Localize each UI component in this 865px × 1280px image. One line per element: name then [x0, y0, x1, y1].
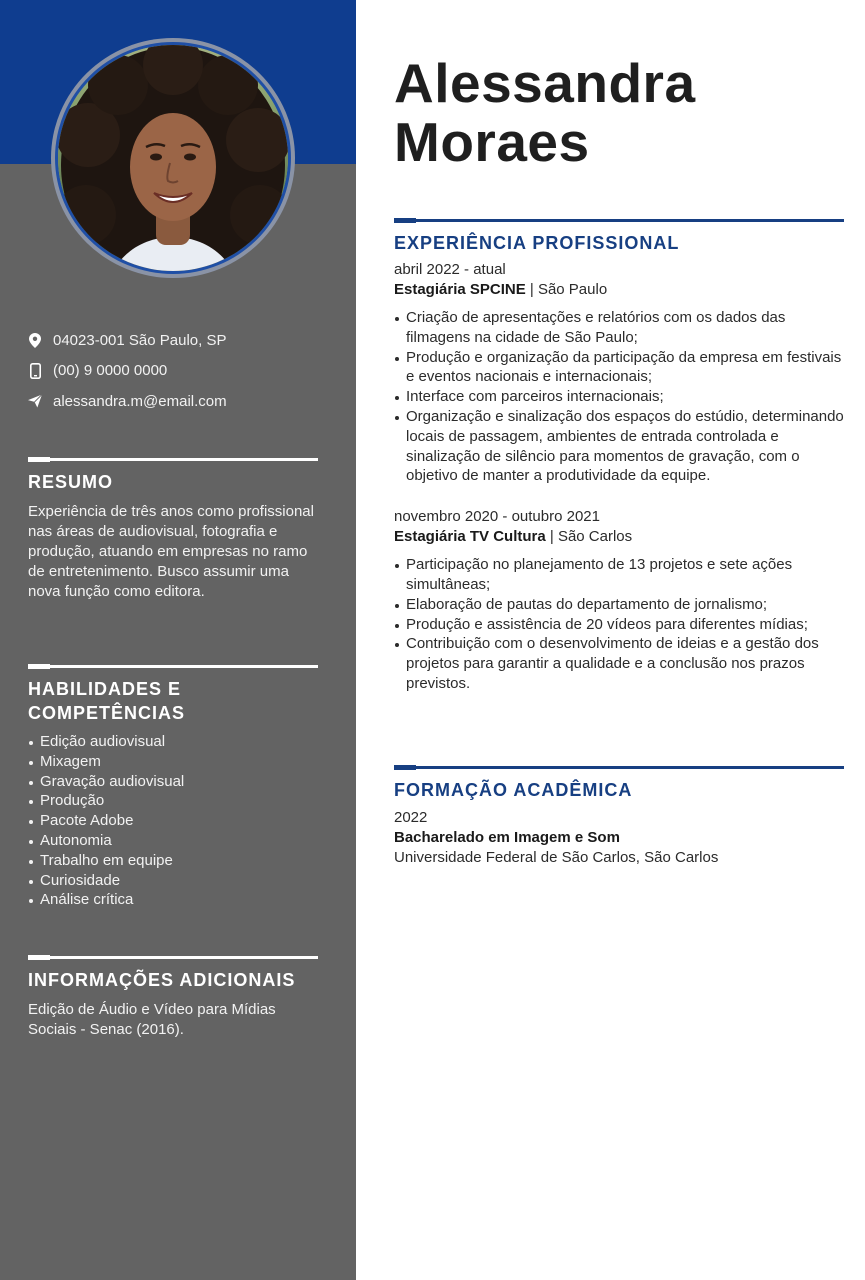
- job-role-line: [394, 527, 844, 547]
- experience-title: EXPERIÊNCIA PROFISSIONAL: [394, 233, 680, 253]
- summary-text: Experiência de três anos como profissional nas áreas de audiovisual, fotografia e produção, atuando em empresas no ramo de entretenimento. Busco assumir uma nova função como editora.: [28, 503, 314, 600]
- job-bullet: Interface com parceiros internacionais;: [394, 387, 844, 407]
- additional-info-title: INFORMAÇÕES ADICIONAIS: [28, 970, 296, 990]
- education-degree: [394, 828, 844, 848]
- contact-phone: [28, 361, 328, 381]
- first-name: Alessandra: [394, 52, 696, 114]
- skills-section: [28, 665, 318, 910]
- section-divider: [394, 766, 844, 769]
- skill-item: Mixagem: [28, 752, 318, 772]
- job-bullet: Criação de apresentações e relatórios com os dados das filmagens na cidade de São Paulo;: [394, 308, 844, 348]
- map-pin-icon: [28, 332, 42, 348]
- skills-title-line1: HABILIDADES E: [28, 679, 182, 699]
- job-role: Estagiária TV Cultura: [394, 528, 546, 546]
- section-divider: [394, 219, 844, 222]
- contact-email: [28, 391, 328, 411]
- summary-title: RESUMO: [28, 472, 114, 492]
- section-divider: [28, 458, 318, 461]
- job-bullet: Produção e organização da participação da empresa em festivais e eventos nacionais e internacionais;: [394, 348, 844, 388]
- last-name: Moraes: [394, 111, 590, 173]
- contact-info: [28, 330, 328, 422]
- additional-info-text: Edição de Áudio e Vídeo para Mídias Sociais - Senac (2016).: [28, 1001, 276, 1038]
- job-bullet: Elaboração de pautas do departamento de jornalismo;: [394, 595, 844, 615]
- job-role-line: [394, 280, 844, 300]
- skills-title: [28, 677, 318, 725]
- skill-item: Curiosidade: [28, 871, 318, 891]
- skill-item: Produção: [28, 791, 318, 811]
- candidate-name: [394, 54, 696, 172]
- skill-item: Trabalho em equipe: [28, 851, 318, 871]
- address-text: 04023-001 São Paulo, SP: [53, 331, 227, 349]
- skill-item: Autonomia: [28, 831, 318, 851]
- section-divider: [28, 956, 318, 959]
- skill-item: Edição audiovisual: [28, 732, 318, 752]
- skills-list: [28, 732, 318, 910]
- degree-name: Bacharelado em Imagem e Som: [394, 829, 620, 846]
- job-bullet: Organização e sinalização dos espaços do estúdio, determinando locais de passagem, ambientes de entrada controlada e sinalização de silêncio para momentos de gravação, com o objetivo de manter a produtividade da equipe.: [394, 407, 844, 486]
- education-year: 2022: [394, 809, 428, 826]
- job-bullet: Participação no planejamento de 13 projetos e sete ações simultâneas;: [394, 555, 844, 595]
- contact-address: [28, 330, 328, 350]
- education-section: [394, 766, 844, 868]
- job-location: | São Paulo: [525, 281, 608, 298]
- education-institution: Universidade Federal de São Carlos, São Carlos: [394, 849, 719, 866]
- experience-section: [394, 219, 844, 694]
- job-entry: [394, 260, 844, 486]
- phone-text: (00) 9 0000 0000: [53, 362, 168, 379]
- summary-section: [28, 458, 318, 602]
- skills-title-line2: COMPETÊNCIAS: [28, 703, 186, 723]
- job-bullets: [394, 555, 844, 694]
- job-location: | São Carlos: [545, 528, 633, 546]
- job-period: novembro 2020 - outubro 2021: [394, 508, 600, 526]
- education-title: FORMAÇÃO ACADÊMICA: [394, 780, 633, 800]
- email-text: alessandra.m@email.com: [53, 392, 227, 410]
- profile-photo: [55, 42, 291, 274]
- send-icon: [28, 393, 42, 409]
- job-period: abril 2022 - atual: [394, 261, 506, 278]
- skill-item: Gravação audiovisual: [28, 772, 318, 792]
- job-bullet: Contribuição com o desenvolvimento de ideias e a gestão dos projetos para garantir a qualidade e a conclusão nos prazos previstos.: [394, 634, 844, 693]
- profile-photo-frame: [51, 38, 295, 278]
- section-divider: [28, 665, 318, 668]
- additional-info-section: [28, 956, 318, 1040]
- job-bullets: [394, 308, 844, 486]
- job-bullet: Produção e assistência de 20 vídeos para diferentes mídias;: [394, 615, 844, 635]
- job-entry: [394, 507, 844, 694]
- skill-item: Pacote Adobe: [28, 811, 318, 831]
- phone-icon: [28, 363, 42, 379]
- skill-item: Análise crítica: [28, 890, 318, 910]
- job-role: Estagiária SPCINE: [394, 281, 526, 298]
